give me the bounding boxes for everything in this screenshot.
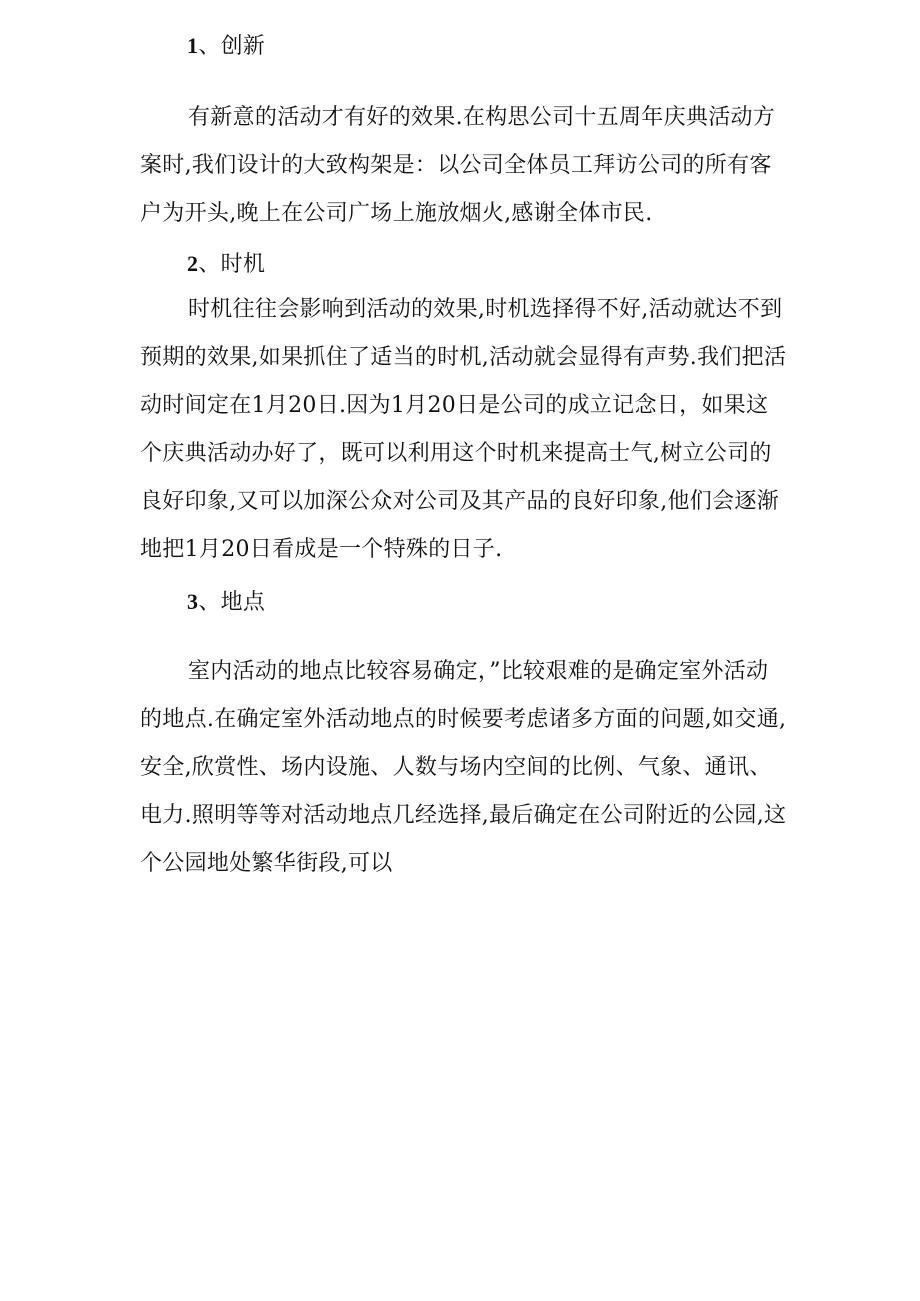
section-title: 、时机 [198,252,266,277]
section-number: 1 [187,33,199,58]
section-heading-2 [187,240,687,289]
section-paragraph-1: 有新意的活动才有好的效果.在构思公司十五周年庆典活动方案时,我们设计的大致构架是：以公司全体员工拜访公司的所有客户为开头,晚上在公司广场上施放烟火,感谢全体市民. [140,105,776,226]
section-paragraph-3: 室内活动的地点比较容易确定，”比较艰难的是确定室外活动的地点.在确定室外活动地点的时候要考虑诸多方面的问题,如交通,安全,欣赏性、场内设施、人数与场内空间的比例、气象、通讯、电力.照明等等对活动地点几经选择,最后确定在公司附近的公园,这个公园地处繁华街段,可以 [140,659,787,876]
section-title: 、地点 [198,590,266,615]
section-paragraph-2: 时机往往会影响到活动的效果,时机选择得不好,活动就达不到预期的效果,如果抓住了适当的时机,活动就会显得有声势.我们把活动时间定在1月20日.因为1月20日是公司的成立记念日，如果这个庆典活动办好了，既可以利用这个时机来提高士气,树立公司的良好印象,又可以加深公众对公司及其产品的良好印象,他们会逐渐地把1月20日看成是一个特殊的日子. [140,297,787,562]
section-title: 、创新 [198,34,266,59]
section-heading-1 [187,22,687,71]
section-heading-3 [187,578,687,627]
section-number: 2 [187,251,199,276]
section-number: 3 [187,589,199,614]
